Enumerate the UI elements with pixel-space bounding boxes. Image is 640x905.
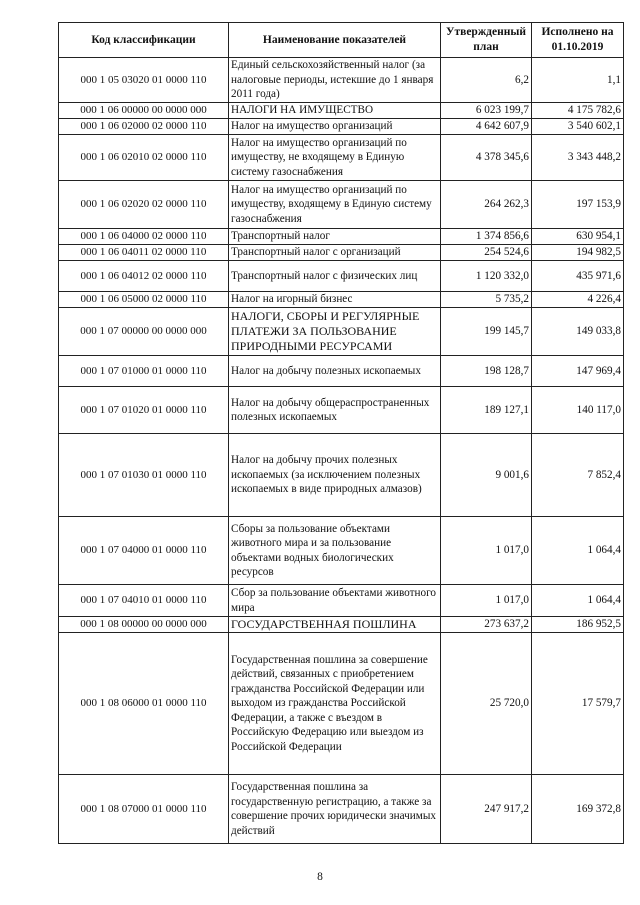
row-plan: 5 735,2 bbox=[441, 292, 532, 308]
row-done: 149 033,8 bbox=[532, 308, 624, 356]
header-code: Код классификации bbox=[59, 23, 229, 58]
table-row bbox=[59, 245, 624, 261]
table-row bbox=[59, 775, 624, 844]
row-plan: 6 023 199,7 bbox=[441, 103, 532, 119]
table-row bbox=[59, 308, 624, 356]
row-name: Сборы за пользование объектами животного мира и за пользование объектами водных биологических ресурсов bbox=[229, 517, 441, 585]
row-name: Налог на имущество организаций по имуществу, не входящему в Единую систему газоснабжения bbox=[229, 135, 441, 181]
table-row bbox=[59, 58, 624, 103]
header-name: Наименование показателей bbox=[229, 23, 441, 58]
row-name: Налог на добычу общераспространенных полезных ископаемых bbox=[229, 387, 441, 434]
table-row bbox=[59, 261, 624, 292]
row-code: 000 1 06 04012 02 0000 110 bbox=[59, 261, 229, 292]
table-row bbox=[59, 585, 624, 617]
row-code: 000 1 06 04000 02 0000 110 bbox=[59, 229, 229, 245]
row-code: 000 1 06 05000 02 0000 110 bbox=[59, 292, 229, 308]
table-row bbox=[59, 119, 624, 135]
row-code: 000 1 06 02000 02 0000 110 bbox=[59, 119, 229, 135]
row-done: 17 579,7 bbox=[532, 633, 624, 775]
row-done: 1 064,4 bbox=[532, 517, 624, 585]
row-name: Налог на имущество организаций bbox=[229, 119, 441, 135]
row-plan: 254 524,6 bbox=[441, 245, 532, 261]
table-row bbox=[59, 356, 624, 387]
table-header-row bbox=[59, 23, 624, 58]
row-done: 1 064,4 bbox=[532, 585, 624, 617]
row-code: 000 1 07 00000 00 0000 000 bbox=[59, 308, 229, 356]
row-done: 186 952,5 bbox=[532, 617, 624, 633]
row-plan: 199 145,7 bbox=[441, 308, 532, 356]
table-row bbox=[59, 517, 624, 585]
row-done: 435 971,6 bbox=[532, 261, 624, 292]
row-code: 000 1 08 06000 01 0000 110 bbox=[59, 633, 229, 775]
row-done: 3 343 448,2 bbox=[532, 135, 624, 181]
row-plan: 1 120 332,0 bbox=[441, 261, 532, 292]
table-row bbox=[59, 387, 624, 434]
page-number: 8 bbox=[317, 871, 323, 883]
header-plan: Утвержденный план bbox=[441, 23, 532, 58]
table-row bbox=[59, 633, 624, 775]
row-done: 7 852,4 bbox=[532, 434, 624, 517]
row-done: 630 954,1 bbox=[532, 229, 624, 245]
row-plan: 4 642 607,9 bbox=[441, 119, 532, 135]
row-plan: 1 017,0 bbox=[441, 517, 532, 585]
row-name: НАЛОГИ, СБОРЫ И РЕГУЛЯРНЫЕ ПЛАТЕЖИ ЗА ПОЛЬЗОВАНИЕ ПРИРОДНЫМИ РЕСУРСАМИ bbox=[229, 308, 441, 356]
row-code: 000 1 07 01030 01 0000 110 bbox=[59, 434, 229, 517]
row-code: 000 1 05 03020 01 0000 110 bbox=[59, 58, 229, 103]
row-plan: 1 374 856,6 bbox=[441, 229, 532, 245]
row-name: Транспортный налог с физических лиц bbox=[229, 261, 441, 292]
row-code: 000 1 06 02010 02 0000 110 bbox=[59, 135, 229, 181]
row-done: 4 175 782,6 bbox=[532, 103, 624, 119]
row-plan: 198 128,7 bbox=[441, 356, 532, 387]
row-code: 000 1 08 07000 01 0000 110 bbox=[59, 775, 229, 844]
row-name: Транспортный налог bbox=[229, 229, 441, 245]
row-plan: 25 720,0 bbox=[441, 633, 532, 775]
row-plan: 4 378 345,6 bbox=[441, 135, 532, 181]
row-done: 4 226,4 bbox=[532, 292, 624, 308]
row-code: 000 1 06 04011 02 0000 110 bbox=[59, 245, 229, 261]
row-code: 000 1 08 00000 00 0000 000 bbox=[59, 617, 229, 633]
row-name: Государственная пошлина за совершение действий, связанных с приобретением гражданства Российской Федерации или выходом из гражданства Российской Федерации, а также с въездом в Российскую Федерацию или выездом из Российской Федерации bbox=[229, 633, 441, 775]
row-plan: 264 262,3 bbox=[441, 181, 532, 229]
row-code: 000 1 07 04010 01 0000 110 bbox=[59, 585, 229, 617]
row-name: Сбор за пользование объектами животного мира bbox=[229, 585, 441, 617]
row-name: НАЛОГИ НА ИМУЩЕСТВО bbox=[229, 103, 441, 119]
row-done: 169 372,8 bbox=[532, 775, 624, 844]
row-code: 000 1 07 01020 01 0000 110 bbox=[59, 387, 229, 434]
row-done: 197 153,9 bbox=[532, 181, 624, 229]
row-name: Налог на имущество организаций по имуществу, входящему в Единую систему газоснабжения bbox=[229, 181, 441, 229]
table-row bbox=[59, 292, 624, 308]
row-name: Налог на добычу полезных ископаемых bbox=[229, 356, 441, 387]
row-name: Налог на добычу прочих полезных ископаемых (за исключением полезных ископаемых в виде природных алмазов) bbox=[229, 434, 441, 517]
row-name: Единый сельскохозяйственный налог (за налоговые периоды, истекшие до 1 января 2011 года) bbox=[229, 58, 441, 103]
budget-execution-table bbox=[58, 22, 624, 844]
table-row bbox=[59, 617, 624, 633]
table-row bbox=[59, 103, 624, 119]
row-code: 000 1 07 04000 01 0000 110 bbox=[59, 517, 229, 585]
row-code: 000 1 07 01000 01 0000 110 bbox=[59, 356, 229, 387]
row-name: Государственная пошлина за государственную регистрацию, а также за совершение прочих юридически значимых действий bbox=[229, 775, 441, 844]
row-name: Транспортный налог с организаций bbox=[229, 245, 441, 261]
row-done: 194 982,5 bbox=[532, 245, 624, 261]
table-row bbox=[59, 181, 624, 229]
row-code: 000 1 06 02020 02 0000 110 bbox=[59, 181, 229, 229]
table-row bbox=[59, 229, 624, 245]
row-plan: 9 001,6 bbox=[441, 434, 532, 517]
row-done: 3 540 602,1 bbox=[532, 119, 624, 135]
row-plan: 1 017,0 bbox=[441, 585, 532, 617]
row-plan: 6,2 bbox=[441, 58, 532, 103]
header-done: Исполнено на 01.10.2019 bbox=[532, 23, 624, 58]
row-name: ГОСУДАРСТВЕННАЯ ПОШЛИНА bbox=[229, 617, 441, 633]
row-code: 000 1 06 00000 00 0000 000 bbox=[59, 103, 229, 119]
row-plan: 273 637,2 bbox=[441, 617, 532, 633]
row-name: Налог на игорный бизнес bbox=[229, 292, 441, 308]
row-done: 147 969,4 bbox=[532, 356, 624, 387]
table-row bbox=[59, 434, 624, 517]
table-row bbox=[59, 135, 624, 181]
row-plan: 247 917,2 bbox=[441, 775, 532, 844]
row-done: 1,1 bbox=[532, 58, 624, 103]
row-done: 140 117,0 bbox=[532, 387, 624, 434]
row-plan: 189 127,1 bbox=[441, 387, 532, 434]
